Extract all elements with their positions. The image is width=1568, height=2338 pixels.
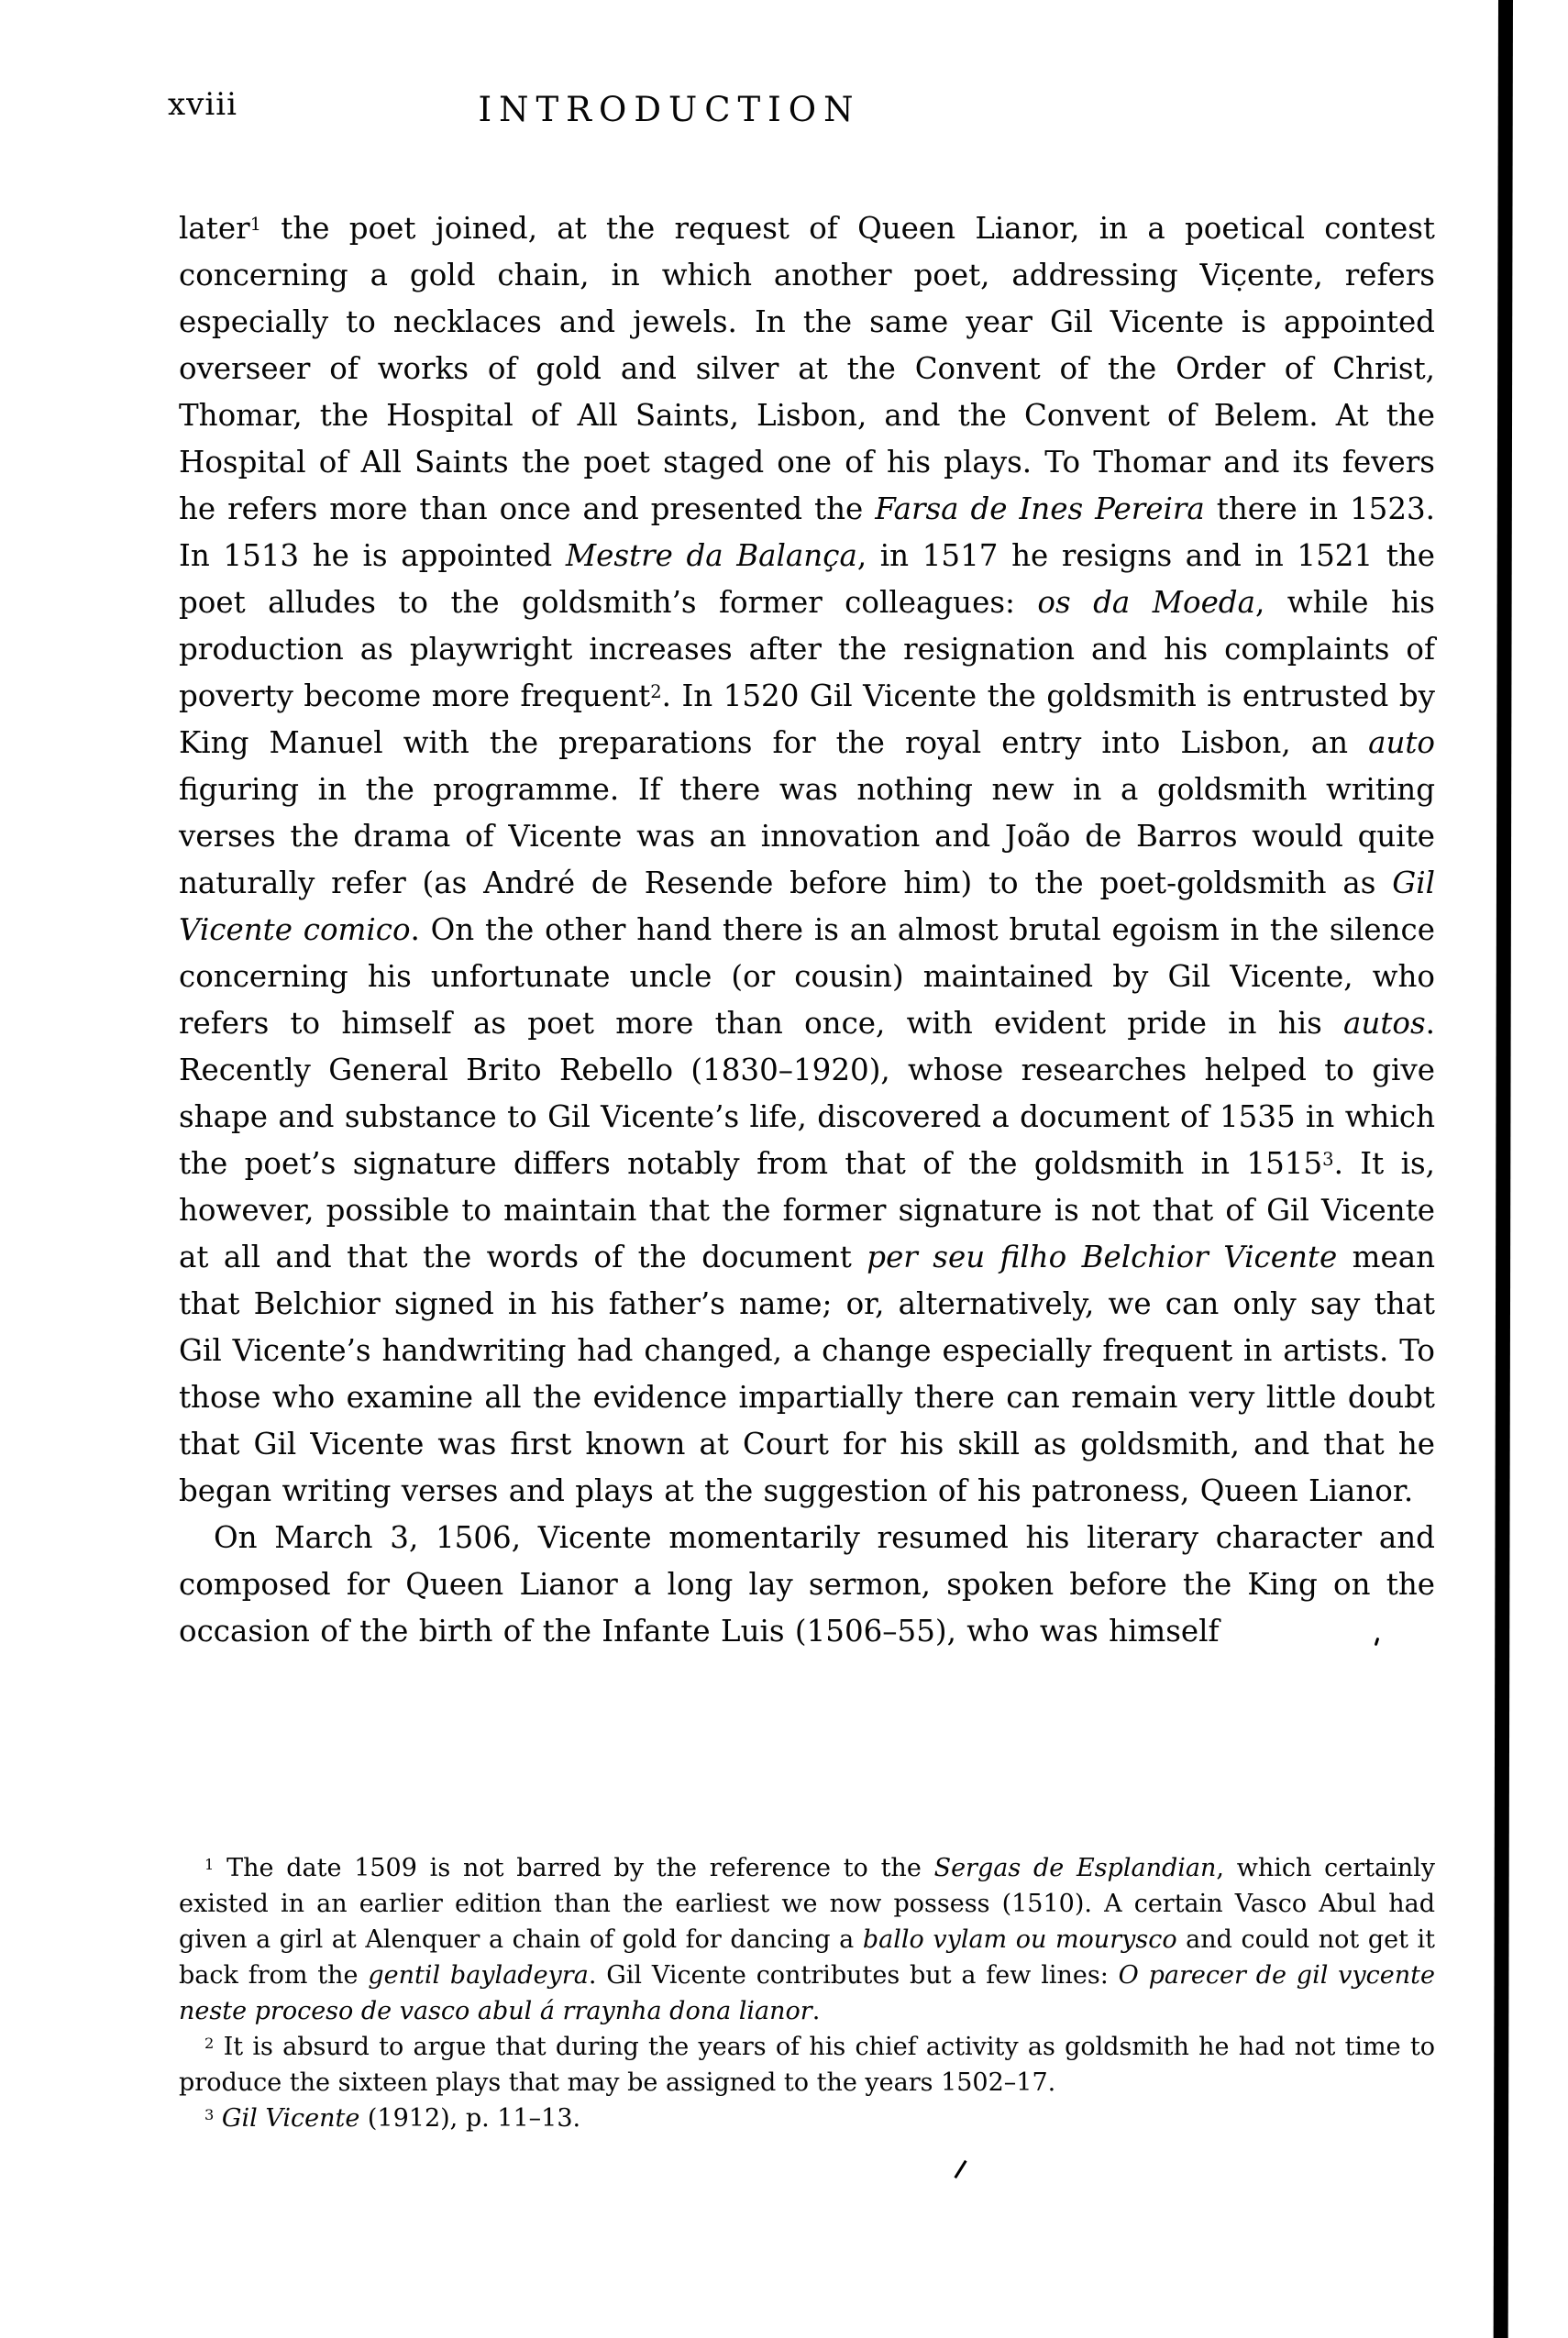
slash-mark-artifact	[954, 2160, 966, 2178]
footnote-3: $^3$ Gil Vicente (1912), p. 11–13.	[204, 2104, 581, 2133]
footnote-1: $^1$ The date 1509 is not barred by the reference to the Sergas de Esplandian, which certainly existed in an earlier edition than the earliest we now possess (1510). A certain Vasco Abul had given a girl at Alenquer a chain of gold for dancing a ballo vylam ou mourysco and could not get it back from the gentil bayladeyra. Gil Vicente contributes but a few lines: O parecer de gil vycente neste proceso de vasco abul á rraynha dona lianor.	[179, 1854, 1436, 2025]
text-column	[179, 205, 1435, 1655]
running-header-title: INTRODUCTION	[478, 90, 861, 129]
paragraph-new: On March 3, 1506, Vicente momentarily resumed his literary character and composed for Queen Lianor a long lay sermon, spoken before the King on the occasion of the birth of the Infante Luis (1506–55), who was himself	[179, 1520, 1435, 1649]
paragraph-continuation: later$^1$ the poet joined, at the request of Queen Lianor, in a poetical contest concerning a gold chain, in which another poet, addressing Vic̣ente, refers especially to necklaces and jewels. In the same year Gil Vicente is appointed overseer of works of gold and silver at the Convent of the Order of Christ, Thomar, the Hospital of All Saints, Lisbon, and the Convent of Belem. At the Hospital of All Saints the poet staged one of his plays. To Thomar and its fevers he refers more than once and presented the Farsa de Ines Pereira there in 1523. In 1513 he is appointed Mestre da Balança, in 1517 he resigns and in 1521 the poet alludes to the goldsmith’s former colleagues: os da Moeda, while his production as playwright increases after the resignation and his complaints of poverty become more frequent$^2$. In 1520 Gil Vicente the goldsmith is entrusted by King Manuel with the preparations for the royal entry into Lisbon, an auto figuring in the programme. If there was nothing new in a goldsmith writing verses the drama of Vicente was an innovation and João de Barros would quite naturally refer (as André de Resende before him) to the poet-goldsmith as Gil Vicente comico. On the other hand there is an almost brutal egoism in the silence concerning his unfortunate uncle (or cousin) maintained by Gil Vicente, who refers to himself as poet more than once, with evident pride in his autos. Recently General Brito Rebello (1830–1920), whose researches helped to give shape and substance to Gil Vicente’s life, discovered a document of 1535 in which the poet’s signature differs notably from that of the goldsmith in 1515$^3$. It is, however, possible to maintain that the former signature is not that of Gil Vicente at all and that the words of the document per seu filho Belchior Vicente mean that Belchior signed in his father’s name; or, alternatively, we can only say that Gil Vicente’s handwriting had changed, a change especially frequent in artists. To those who examine all the evidence impartially there can remain very little doubt that Gil Vicente was first known at Court for his skill as goldsmith, and that he began writing verses and plays at the suggestion of his patroness, Queen Lianor.	[179, 211, 1436, 1508]
page-number: xviii	[168, 86, 238, 123]
scan-edge-artifact	[1494, 0, 1513, 2338]
body-text	[179, 205, 1435, 1655]
footnotes-block	[179, 1850, 1435, 2136]
footnote-2: $^2$ It is absurd to argue that during the years of his chief activity as goldsmith he had not time to produce the sixteen plays that may be assigned to the years 1502–17.	[179, 2033, 1435, 2097]
